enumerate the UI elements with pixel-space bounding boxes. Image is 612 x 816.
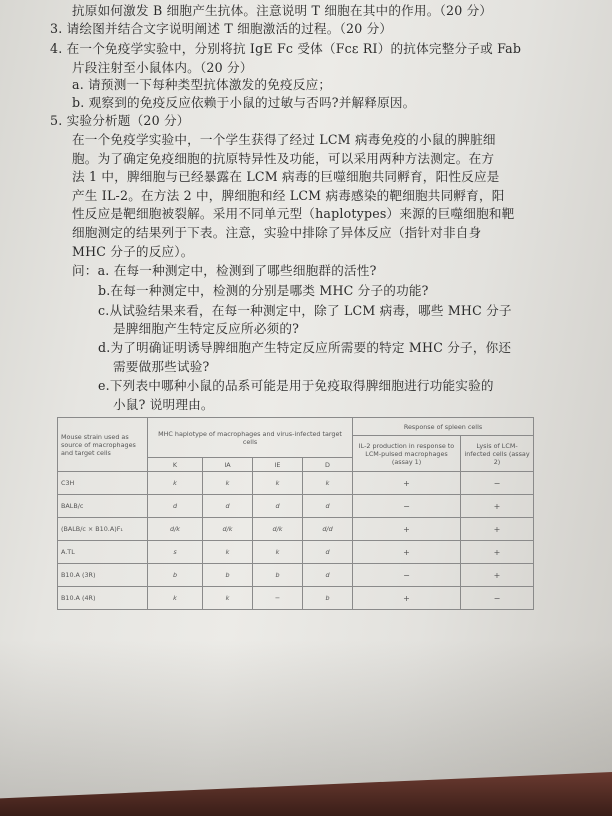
table-row	[58, 541, 534, 564]
sub-question-c-cont: 是脾细胞产生特定反应所必须的?	[113, 321, 300, 336]
assay2-cell: −	[461, 472, 534, 495]
question-5-text: 在一个免疫学实验中，一个学生获得了经过 LCM 病毒免疫的小鼠的脾脏细	[72, 132, 496, 147]
sub-question-d: d.为了明确证明诱导脾细胞产生特定反应所需要的特定 MHC 分子，你还	[98, 340, 512, 355]
k-cell: s	[148, 541, 203, 564]
assay1-cell: +	[353, 541, 461, 564]
k-cell: b	[148, 564, 203, 587]
strain-cell: A.TL	[58, 541, 148, 564]
k-cell: k	[148, 587, 203, 610]
assay1-cell: −	[353, 495, 461, 518]
question-4-cont: 片段注射至小鼠体内。（20 分）	[72, 60, 253, 75]
header-mouse-strain: Mouse strain used as source of macrophages and target cells	[58, 418, 148, 472]
strain-cell: (BALB/c × B10.A)F₁	[58, 518, 148, 541]
strain-cell: B10.A (3R)	[58, 564, 148, 587]
question-5-text: MHC 分子的反应）。	[72, 244, 194, 259]
assay1-cell: +	[353, 472, 461, 495]
question-5-text: 胞。为了确定免疫细胞的抗原特异性及功能，可以采用两种方法测定。在方	[72, 151, 495, 166]
question-3: 3. 请绘图并结合文字说明阐述 T 细胞激活的过程。（20 分）	[50, 21, 393, 36]
sub-question-c: c.从试验结果来看，在每一种测定中，除了 LCM 病毒，哪些 MHC 分子	[98, 303, 512, 318]
header-ie: IE	[253, 458, 303, 472]
header-k: K	[148, 458, 203, 472]
d-cell: d	[303, 564, 353, 587]
strain-cell: C3H	[58, 472, 148, 495]
sub-question-d-cont: 需要做那些试验?	[113, 359, 210, 374]
sub-question-b: b.在每一种测定中，检测的分别是哪类 MHC 分子的功能?	[98, 283, 429, 298]
ia-cell: k	[203, 541, 253, 564]
table-row	[58, 564, 534, 587]
strain-cell: B10.A (4R)	[58, 587, 148, 610]
header-il2-assay: IL-2 production in response to LCM-pulsed macrophages (assay 1)	[353, 436, 461, 472]
k-cell: d/k	[148, 518, 203, 541]
table-row	[58, 587, 534, 610]
assay2-cell: +	[461, 541, 534, 564]
question-4b: b. 观察到的免疫反应依赖于小鼠的过敏与否吗?并解释原因。	[72, 95, 416, 110]
d-cell: d/d	[303, 518, 353, 541]
k-cell: d	[148, 495, 203, 518]
assay2-cell: +	[461, 518, 534, 541]
ie-cell: k	[253, 472, 303, 495]
ie-cell: k	[253, 541, 303, 564]
assay1-cell: −	[353, 564, 461, 587]
ie-cell: d	[253, 495, 303, 518]
question-5-text: 产生 IL-2。在方法 2 中，脾细胞和经 LCM 病毒感染的靶细胞共同孵育，阳	[72, 188, 505, 203]
ia-cell: d	[203, 495, 253, 518]
sub-question-e: e.下列表中哪种小鼠的品系可能是用于免疫取得脾细胞进行功能实验的	[98, 378, 494, 393]
ia-cell: d/k	[203, 518, 253, 541]
ie-cell: −	[253, 587, 303, 610]
sub-question-e-cont: 小鼠? 说明理由。	[113, 397, 214, 412]
header-ia: IA	[203, 458, 253, 472]
d-cell: d	[303, 495, 353, 518]
table-row	[58, 518, 534, 541]
question-4a: a. 请预测一下每种类型抗体激发的免疫反应；	[72, 77, 332, 92]
question-5-text: 细胞测定的结果列于下表。注意，实验中排除了异体反应（指针对非自身	[72, 225, 482, 240]
ia-cell: k	[203, 587, 253, 610]
ie-cell: d/k	[253, 518, 303, 541]
question-5-text: 法 1 中，脾细胞与已经暴露在 LCM 病毒的巨噬细胞共同孵育，阳性反应是	[72, 169, 500, 184]
assay2-cell: −	[461, 587, 534, 610]
ia-cell: b	[203, 564, 253, 587]
assay1-cell: +	[353, 518, 461, 541]
header-response: Response of spleen cells	[353, 418, 534, 436]
d-cell: k	[303, 472, 353, 495]
d-cell: d	[303, 541, 353, 564]
header-mhc-haplotype: MHC haplotype of macrophages and virus-infected target cells	[148, 418, 353, 458]
assay2-cell: +	[461, 564, 534, 587]
header-lysis-assay: Lysis of LCM-infected cells (assay 2)	[461, 436, 534, 472]
assay1-cell: +	[353, 587, 461, 610]
header-d: D	[303, 458, 353, 472]
q2-continuation: 抗原如何激发 B 细胞产生抗体。注意说明 T 细胞在其中的作用。（20 分）	[72, 3, 493, 18]
question-4: 4. 在一个免疫学实验中，分别将抗 IgE Fc 受体（Fcε RI）的抗体完整分子或 Fab	[50, 41, 522, 56]
table-row	[58, 495, 534, 518]
d-cell: b	[303, 587, 353, 610]
k-cell: k	[148, 472, 203, 495]
strain-cell: BALB/c	[58, 495, 148, 518]
assay2-cell: +	[461, 495, 534, 518]
mhc-results-table	[57, 417, 534, 610]
question-5-heading: 5. 实验分析题（20 分）	[50, 113, 190, 128]
sub-question-a: 问：a. 在每一种测定中，检测到了哪些细胞群的活性?	[72, 263, 377, 278]
question-5-text: 性反应是靶细胞被裂解。采用不同单元型（haplotypes）来源的巨噬细胞和靶	[72, 206, 515, 221]
table-row	[58, 472, 534, 495]
ie-cell: b	[253, 564, 303, 587]
ia-cell: k	[203, 472, 253, 495]
